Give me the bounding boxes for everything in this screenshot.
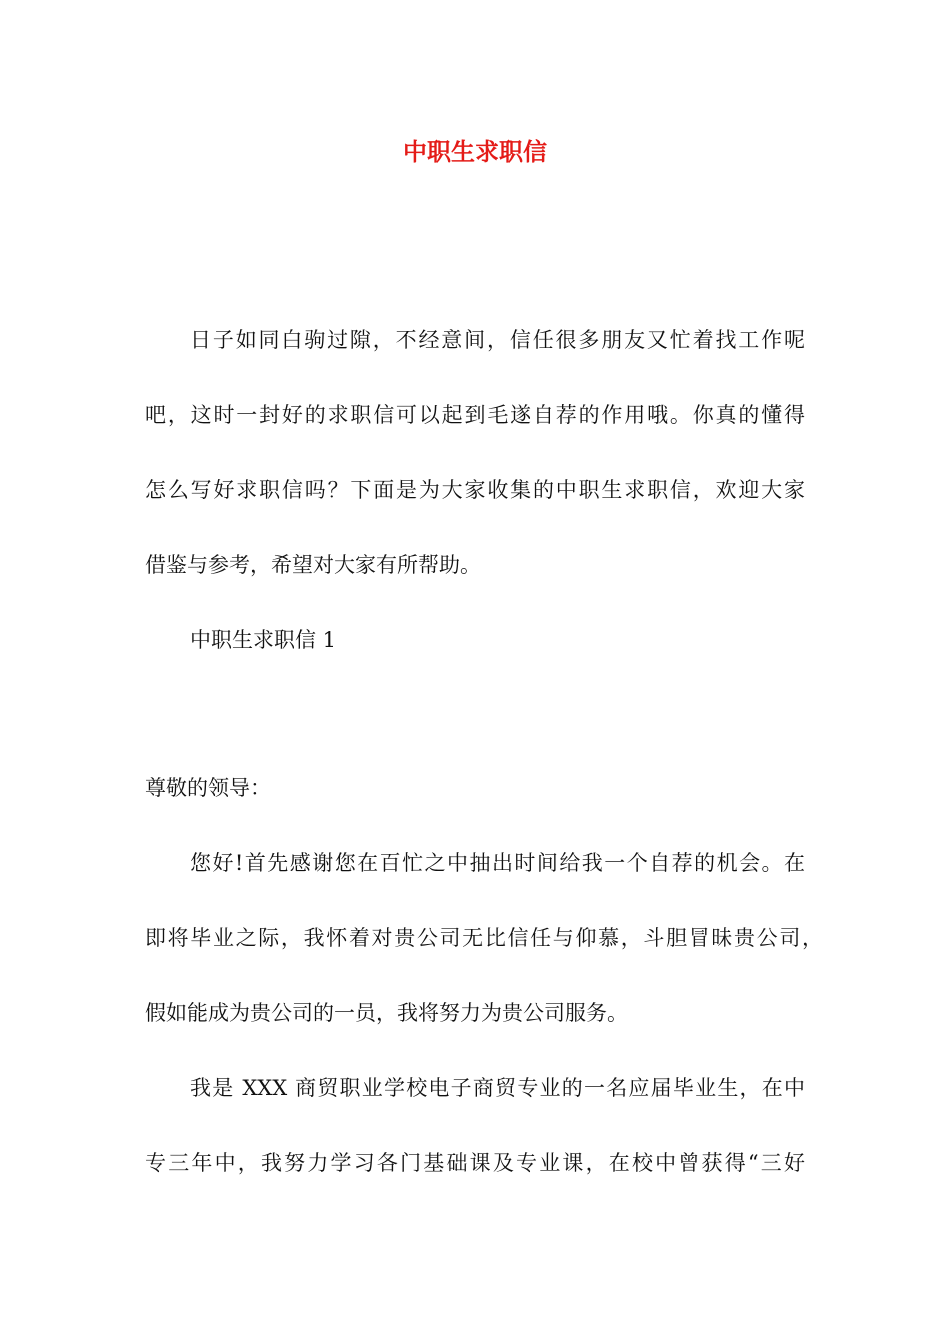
para1-line-3: 假如能成为贵公司的一员，我将努力为贵公司服务。 bbox=[145, 1001, 628, 1025]
para1-line-2: 即将毕业之际，我怀着对贵公司无比信任与仰慕，斗胆冒昧贵公司， bbox=[145, 926, 823, 950]
para1-line-1: 您好!首先感谢您在百忙之中抽出时间给我一个自荐的机会。在 bbox=[190, 851, 805, 875]
intro-line-3: 怎么写好求职信吗？下面是为大家收集的中职生求职信，欢迎大家 bbox=[145, 478, 805, 502]
document-title: 中职生求职信 bbox=[403, 137, 547, 166]
intro-line-2: 吧，这时一封好的求职信可以起到毛遂自荐的作用哦。你真的懂得 bbox=[145, 403, 805, 427]
para2-line-1: 我是 XXX 商贸职业学校电子商贸专业的一名应届毕业生，在中 bbox=[190, 1076, 805, 1100]
intro-line-4: 借鉴与参考，希望对大家有所帮助。 bbox=[145, 553, 481, 577]
salutation: 尊敬的领导： bbox=[145, 776, 271, 800]
para2-line-2: 专三年中，我努力学习各门基础课及专业课，在校中曾获得“三好 bbox=[145, 1151, 805, 1175]
section-heading: 中职生求职信 1 bbox=[190, 628, 337, 652]
intro-line-1: 日子如同白驹过隙，不经意间，信任很多朋友又忙着找工作呢 bbox=[190, 328, 805, 352]
